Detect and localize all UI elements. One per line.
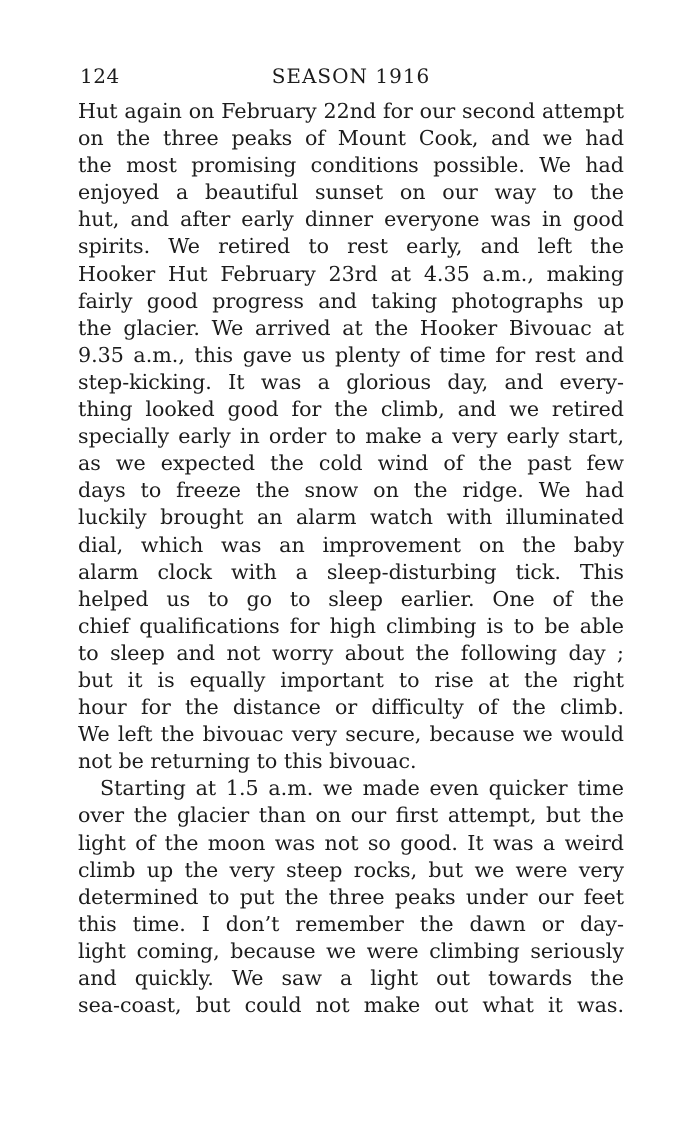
- text-line: We left the bivouac very secure, because we would: [78, 722, 624, 747]
- text-line: not be returning to this bivouac.: [78, 749, 417, 774]
- body-text: [78, 98, 624, 1019]
- text-line: the most promising conditions possible. We had: [78, 153, 624, 178]
- text-line: hut, and after early dinner everyone was in good: [78, 207, 624, 232]
- text-line: determined to put the three peaks under our feet: [78, 884, 624, 909]
- text-line: to sleep and not worry about the following day ;: [78, 640, 624, 665]
- text-line: days to freeze the snow on the ridge. We had: [78, 478, 624, 503]
- text-line: step-kicking. It was a glorious day, and every-: [78, 369, 624, 394]
- text-line: Hut again on February 22nd for our second attempt: [78, 99, 624, 123]
- text-line: 9.35 a.m., this gave us plenty of time for rest and: [78, 342, 624, 367]
- text-line: on the three peaks of Mount Cook, and we had: [78, 126, 624, 151]
- text-line: this time. I don’t remember the dawn or day-: [78, 911, 624, 936]
- running-head: [78, 62, 624, 90]
- text-line: as we expected the cold wind of the past few: [78, 451, 624, 476]
- text-line: and quickly. We saw a light out towards the: [78, 966, 624, 990]
- text-line: thing looked good for the climb, and we retired: [78, 397, 624, 422]
- text-line: luckily brought an alarm watch with illuminated: [78, 505, 624, 530]
- text-line: light of the moon was not so good. It was a weird: [78, 830, 624, 855]
- text-line: over the glacier than on our first attempt, but the: [78, 803, 624, 828]
- text-line: dial, which was an improvement on the baby: [78, 532, 624, 557]
- text-line: specially early in order to make a very early start,: [78, 424, 624, 449]
- page-number: 124: [80, 64, 120, 88]
- text-line: alarm clock with a sleep-disturbing tick. This: [78, 559, 624, 584]
- paragraph-2: [78, 775, 624, 1019]
- running-title: SEASON 1916: [271, 64, 431, 88]
- text-line: spirits. We retired to rest early, and left the: [78, 234, 624, 259]
- text-line: fairly good progress and taking photographs up: [78, 288, 624, 313]
- text-line: the glacier. We arrived at the Hooker Bivouac at: [78, 315, 624, 340]
- text-line: sea-coast, but could not make out what it was.: [78, 993, 624, 1018]
- text-line: hour for the distance or difficulty of the climb.: [78, 695, 624, 720]
- paragraph-1: [78, 98, 624, 775]
- text-line: enjoyed a beautiful sunset on our way to the: [78, 180, 624, 205]
- text-line: Starting at 1.5 a.m. we made even quicker time: [100, 776, 624, 801]
- text-line: light coming, because we were climbing seriously: [78, 938, 624, 963]
- text-line: helped us to go to sleep earlier. One of the: [78, 586, 624, 611]
- text-line: Hooker Hut February 23rd at 4.35 a.m., making: [78, 261, 624, 286]
- text-line: but it is equally important to rise at the right: [78, 667, 624, 692]
- text-line: climb up the very steep rocks, but we were very: [78, 857, 624, 882]
- text-line: chief qualifications for high climbing is to be able: [78, 613, 624, 638]
- book-page: [78, 62, 624, 1019]
